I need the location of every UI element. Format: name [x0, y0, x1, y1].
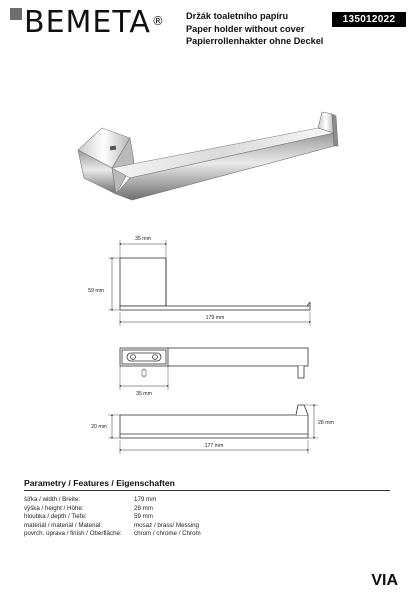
param-row-depth — [24, 513, 284, 522]
param-value: 28 mm — [134, 504, 153, 512]
parameters-heading: Parametry / Features / Eigenschaften — [24, 478, 175, 488]
product-photo — [78, 112, 338, 200]
param-value: chrom / chrome / Chrom — [134, 530, 201, 538]
param-value: mosaz / brass/ Messing — [134, 521, 199, 529]
dim-top-depth: 35 mm — [136, 391, 152, 397]
param-label: šířka / width / Breite: — [24, 496, 81, 503]
dim-side-length: 177 mm — [204, 443, 224, 449]
registered-mark: ® — [151, 14, 165, 28]
param-row-height — [24, 505, 284, 514]
param-value: 179 mm — [134, 496, 157, 503]
parameters-divider — [24, 490, 390, 491]
front-view-drawing — [108, 240, 310, 326]
param-row-finish — [24, 530, 284, 539]
series-name: VIA — [371, 572, 398, 589]
dim-front-length: 179 mm — [205, 315, 225, 321]
param-label: hloubka / depth / Tiefe: — [24, 513, 87, 521]
param-row-width — [24, 496, 284, 505]
title-english: Paper holder without cover — [186, 23, 305, 34]
param-value: 59 mm — [134, 513, 153, 521]
product-code-badge: 135012022 — [332, 12, 406, 27]
title-german: Papierrollenhakter ohne Deckel — [186, 36, 324, 46]
param-row-material — [24, 522, 284, 531]
dim-front-width: 35 mm — [135, 236, 151, 242]
param-label: povrch. úprava / finish / Oberfläche: — [24, 530, 122, 538]
title-czech: Držák toaletního papíru — [186, 11, 289, 21]
param-label: materiál / material / Material: — [24, 521, 103, 529]
parameters-table — [24, 496, 284, 539]
brand-name: BEMETA — [24, 5, 151, 40]
top-view-drawing — [120, 348, 308, 390]
dim-front-height: 59 mm — [88, 288, 104, 294]
dim-side-height-left: 20 mm — [91, 424, 107, 430]
param-label: výška / height / Höhe: — [24, 504, 84, 512]
dim-side-height-right: 28 mm — [318, 420, 334, 426]
